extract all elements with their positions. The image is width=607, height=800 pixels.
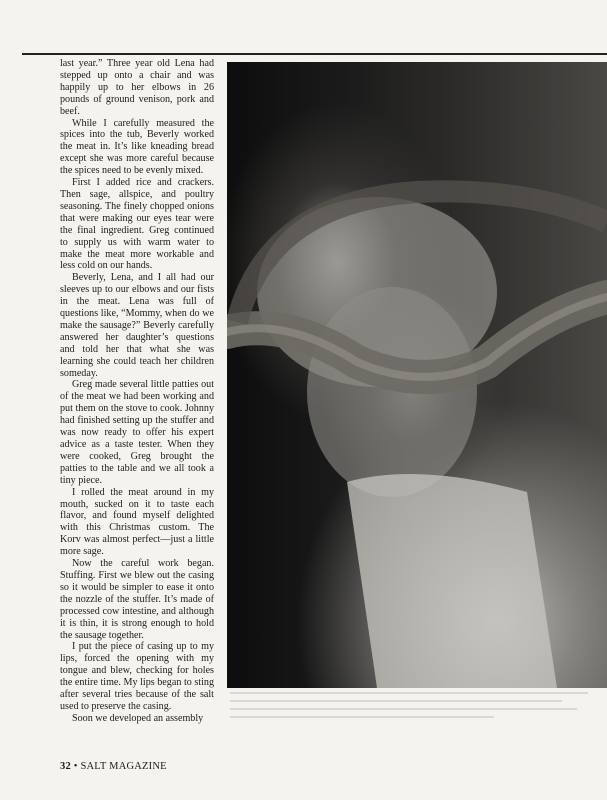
publication-name: SALT MAGAZINE	[80, 761, 167, 772]
article-paragraph: While I carefully measured the spices into the tub, Beverly worked the meat in. It’s like kneading bread except she was more careful because the spices need to be evenly mixed.	[60, 117, 214, 177]
shirt-shape	[347, 474, 557, 688]
photo-shapes	[227, 62, 607, 688]
face-shape	[307, 287, 477, 497]
article-paragraph: Now the careful work began. Stuffing. First we blew out the casing so it would be simpler to ease it onto the nozzle of the stuffer. It’s made of processed cow intestine, and although it is thin, it is strong enough to hold the sausage together.	[60, 558, 214, 641]
page-footer	[60, 761, 167, 772]
article-paragraph: I rolled the meat around in my mouth, sucked on it to taste each flavor, and found myself delighted with this Christmas custom. The Korv was almost perfect—just a little more sage.	[60, 486, 214, 558]
article-paragraph: Beverly, Lena, and I all had our sleeves up to our elbows and our fists in the meat. Lena was full of questions like, “Mommy, when do we make the sausage?” Beverly carefully answered her daughter’s questions and told her that what she was learning she could teach her children someday.	[60, 272, 214, 379]
page-number: 32	[60, 761, 71, 772]
photograph-child-with-sausage-casing	[227, 62, 607, 688]
article-paragraph: last year.” Three year old Lena had stepped up onto a chair and was happily up to her elbows in 26 pounds of ground venison, pork and beef.	[60, 58, 214, 117]
footer-separator: •	[73, 761, 78, 772]
article-column	[60, 58, 214, 725]
article-paragraph: Soon we developed an assembly	[72, 712, 204, 724]
faint-bleed-through-text	[230, 692, 607, 732]
article-paragraph: Greg made several little patties out of the meat we had been working and put them on the stove to cook. Johnny had finished setting up the stuffer and was now ready to offer his expert advice as a taste tester. When they were cooked, Greg brought the patties to the table and we all took a tiny piece.	[60, 379, 214, 486]
article-paragraph: I put the piece of casing up to my lips, forced the opening with my tongue and blew, checking for holes the entire time. My lips began to sting after several tries because of the salt used to preserve the casing.	[60, 641, 214, 712]
top-rule	[22, 53, 607, 55]
article-paragraph: First I added rice and crackers. Then sage, allspice, and poultry seasoning. The finely chopped onions that were making our eyes tear were the final ingredient. Greg continued to supply us with warm water to make the meat more workable and less cold on our hands.	[60, 177, 214, 272]
